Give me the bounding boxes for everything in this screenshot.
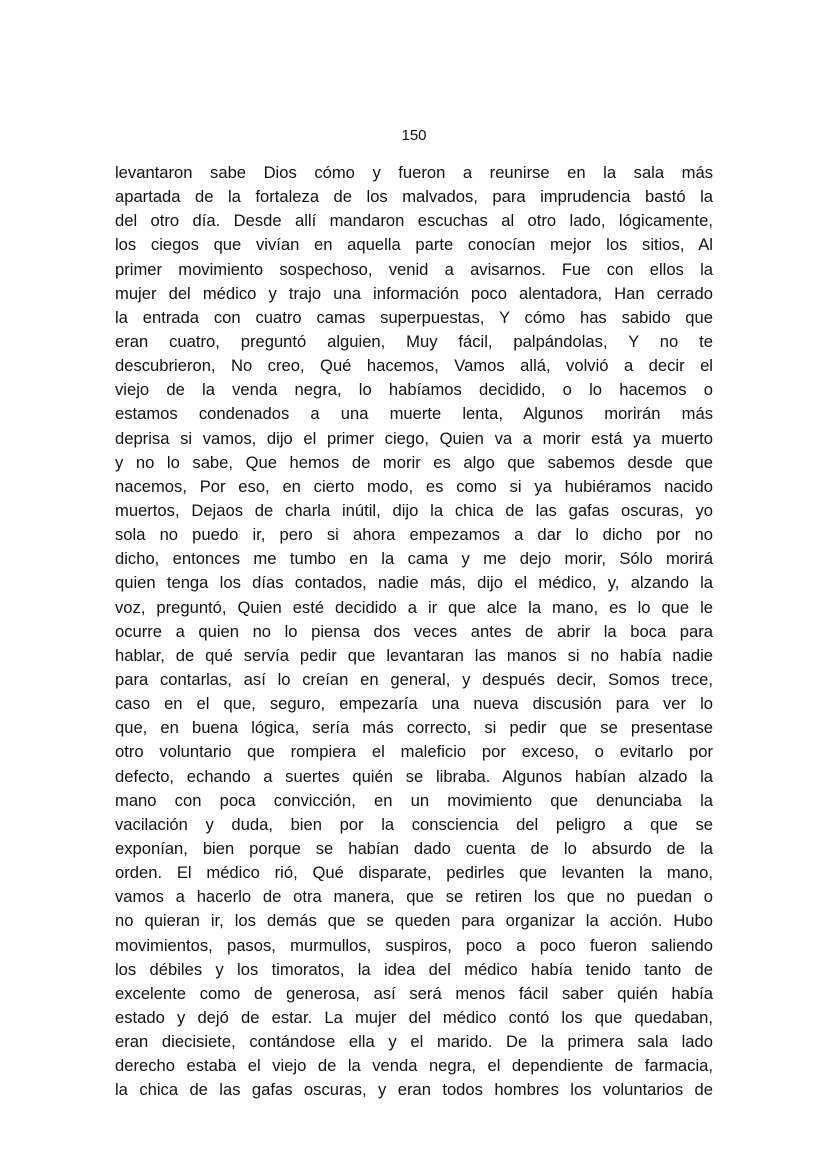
text-line: orden. El médico rió, Qué disparate, pedirles que levanten la mano, (115, 863, 713, 883)
text-line: estado y dejó de estar. La mujer del médico contó los que quedaban, (115, 1007, 713, 1027)
text-line: mujer del médico y trajo una información poco alentadora, Han cerrado (115, 283, 713, 303)
text-line: primer movimiento sospechoso, venid a avisarnos. Fue con ellos la (115, 259, 713, 279)
text-line: levantaron sabe Dios cómo y fueron a reunirse en la sala más (115, 163, 713, 182)
text-line: exponían, bien porque se habían dado cuenta de lo absurdo de la (115, 838, 713, 858)
text-line: que, en buena lógica, sería más correcto, si pedir que se presentase (115, 718, 713, 738)
text-line: nacemos, Por eso, en cierto modo, es como si ya hubiéramos nacido (115, 476, 713, 496)
text-line: descubrieron, No creo, Qué hacemos, Vamos allá, volvió a decir el (115, 356, 713, 376)
text-line: derecho estaba el viejo de la venda negra, el dependiente de farmacia, (115, 1056, 713, 1076)
text-line: los ciegos que vivían en aquella parte conocían mejor los sitios, Al (115, 235, 713, 255)
text-line: caso en el que, seguro, empezaría una nueva discusión para ver lo (115, 694, 713, 714)
text-line: viejo de la venda negra, lo habíamos decidido, o lo hacemos o (115, 380, 713, 400)
text-line: la chica de las gafas oscuras, y eran todos hombres los voluntarios de (115, 1080, 713, 1100)
text-line: apartada de la fortaleza de los malvados, para imprudencia bastó la (115, 187, 713, 207)
text-line: movimientos, pasos, murmullos, suspiros, poco a poco fueron saliendo (115, 935, 713, 955)
text-line: eran cuatro, preguntó alguien, Muy fácil, palpándolas, Y no te (115, 331, 713, 351)
text-line: para contarlas, así lo creían en general, y después decir, Somos trece, (115, 669, 713, 689)
text-line: vamos a hacerlo de otra manera, que se retiren los que no puedan o (115, 887, 713, 907)
page-number: 150 (401, 127, 427, 144)
text-line: otro voluntario que rompiera el maleficio por exceso, o evitarlo por (115, 742, 713, 762)
text-line: la entrada con cuatro camas superpuestas, Y cómo has sabido que (115, 307, 713, 327)
text-line: los débiles y los timoratos, la idea del médico había tenido tanto de (115, 959, 713, 979)
text-line: eran diecisiete, contándose ella y el marido. De la primera sala lado (115, 1032, 713, 1052)
text-line: estamos condenados a una muerte lenta, Algunos morirán más (115, 404, 713, 424)
text-line: deprisa si vamos, dijo el primer ciego, Quien va a morir está ya muerto (115, 428, 713, 448)
text-line: excelente como de generosa, así será menos fácil saber quién había (115, 983, 713, 1003)
text-line: quien tenga los días contados, nadie más, dijo el médico, y, alzando la (115, 573, 713, 593)
text-line: hablar, de qué servía pedir que levantaran las manos si no había nadie (115, 645, 713, 665)
body-text (115, 161, 713, 1102)
text-line: del otro día. Desde allí mandaron escuchas al otro lado, lógicamente, (115, 211, 713, 231)
text-line: y no lo sabe, Que hemos de morir es algo que sabemos desde que (115, 452, 713, 472)
text-line: no quieran ir, los demás que se queden para organizar la acción. Hubo (115, 911, 713, 931)
text-line: muertos, Dejaos de charla inútil, dijo la chica de las gafas oscuras, yo (115, 500, 713, 520)
text-line: voz, preguntó, Quien esté decidido a ir que alce la mano, es lo que le (115, 597, 713, 617)
text-line: dicho, entonces me tumbo en la cama y me dejo morir, Sólo morirá (115, 549, 713, 569)
text-line: vacilación y duda, bien por la consciencia del peligro a que se (115, 814, 713, 834)
text-line: ocurre a quien no lo piensa dos veces antes de abrir la boca para (115, 621, 713, 641)
text-line: mano con poca convicción, en un movimiento que denunciaba la (115, 790, 713, 810)
text-line: sola no puedo ir, pero si ahora empezamos a dar lo dicho por no (115, 525, 713, 545)
text-line: defecto, echando a suertes quién se libraba. Algunos habían alzado la (115, 766, 713, 786)
